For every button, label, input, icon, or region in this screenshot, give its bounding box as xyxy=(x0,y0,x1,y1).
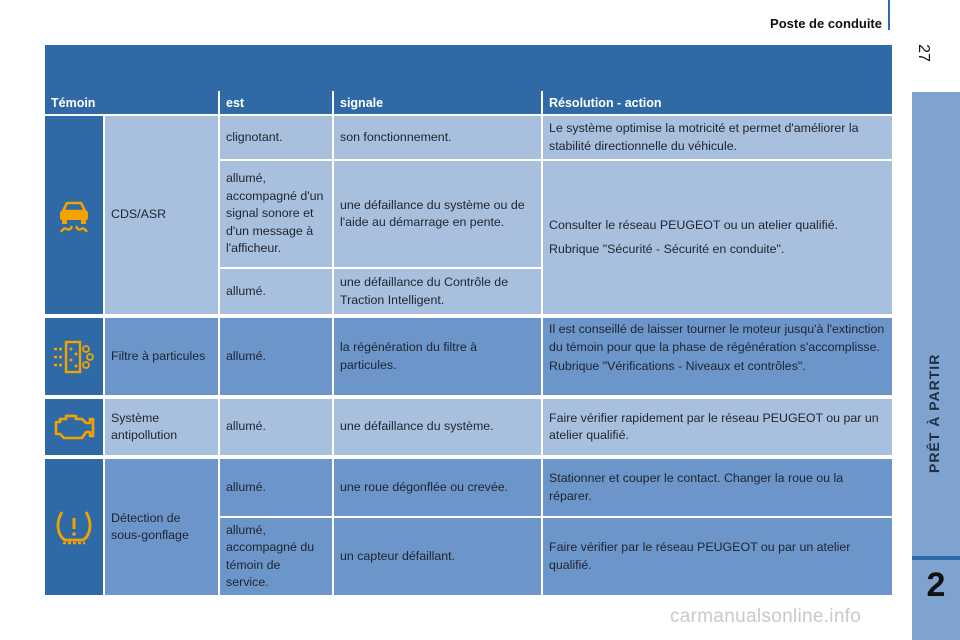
cds-icon-cell xyxy=(45,116,103,314)
particle-filter-icon xyxy=(52,340,96,374)
tyre-pressure-icon xyxy=(53,508,95,546)
antipollution-action: Faire vérifier rapidement par le réseau PEUGEOT ou par un atelier qualifié. xyxy=(543,399,892,455)
engine-check-icon xyxy=(52,412,96,442)
tpms-signal-1: une roue dégonflée ou crevée. xyxy=(334,459,541,516)
cds-signal-2: une défaillance du système ou de l'aide au démarrage en pente. xyxy=(334,161,541,267)
tpms-icon-cell xyxy=(45,459,103,595)
tpms-signal-2: un capteur défaillant. xyxy=(334,518,541,595)
antipollution-label: Système antipollution xyxy=(105,399,218,455)
page-number: 27 xyxy=(915,44,932,62)
cds-action-rubrique: Rubrique "Sécurité - Sécurité en conduite". xyxy=(549,241,785,256)
fap-label: Filtre à particules xyxy=(105,318,218,395)
tpms-label: Détection de sous-gonflage xyxy=(105,459,218,595)
tpms-action-2: Faire vérifier par le réseau PEUGEOT ou par un atelier qualifié. xyxy=(543,518,892,595)
cds-signal-3: une défaillance du Contrôle de Traction Intelligent. xyxy=(334,269,541,314)
warning-lights-table xyxy=(45,91,892,595)
fap-state: allumé. xyxy=(220,318,332,395)
fap-action-rubrique: Rubrique "Vérifications - Niveaux et contrôles". xyxy=(549,359,806,373)
tpms-state-1: allumé. xyxy=(220,459,332,516)
cds-label: CDS/ASR xyxy=(105,116,218,314)
table-banner xyxy=(45,45,892,91)
fap-action-advice: Il est conseillé de laisser tourner le moteur jusqu'à l'extinction du témoin pour que la phase de régénération s'accomplisse. xyxy=(549,322,885,354)
antipollution-state: allumé. xyxy=(220,399,332,455)
chapter-title: PRÊT À PARTIR xyxy=(926,353,942,473)
running-head: Poste de conduite xyxy=(770,16,882,31)
antipollution-signal: une défaillance du système. xyxy=(334,399,541,455)
watermark: carmanualsonline.info xyxy=(670,606,862,627)
antipollution-icon-cell xyxy=(45,399,103,455)
cds-action-1: Le système optimise la motricité et permet d'améliorer la stabilité directionnelle du véhicule. xyxy=(543,116,892,159)
fap-action xyxy=(543,318,892,395)
header-rule xyxy=(888,0,890,30)
cds-state-2: allumé, accompagné d'un signal sonore et d'un message à l'afficheur. xyxy=(220,161,332,267)
fap-signal: la régénération du filtre à particules. xyxy=(334,318,541,395)
tpms-action-1: Stationner et couper le contact. Changer la roue ou la réparer. xyxy=(543,459,892,516)
cds-action-consult: Consulter le réseau PEUGEOT ou un atelier qualifié. xyxy=(549,218,839,232)
cds-state-1: clignotant. xyxy=(220,116,332,159)
column-header-resolution: Résolution - action xyxy=(543,91,892,114)
column-header-est: est xyxy=(220,91,332,114)
tpms-state-2: allumé, accompagné du témoin de service. xyxy=(220,518,332,595)
column-header-signale: signale xyxy=(334,91,541,114)
column-header-temoin: Témoin xyxy=(45,91,218,114)
cds-state-3: allumé. xyxy=(220,269,332,314)
traction-control-skid-icon xyxy=(55,196,93,234)
cds-signal-1: son fonctionnement. xyxy=(334,116,541,159)
cds-shared-action xyxy=(543,161,892,314)
chapter-divider xyxy=(912,556,960,560)
chapter-number: 2 xyxy=(926,566,946,604)
fap-icon-cell xyxy=(45,318,103,395)
